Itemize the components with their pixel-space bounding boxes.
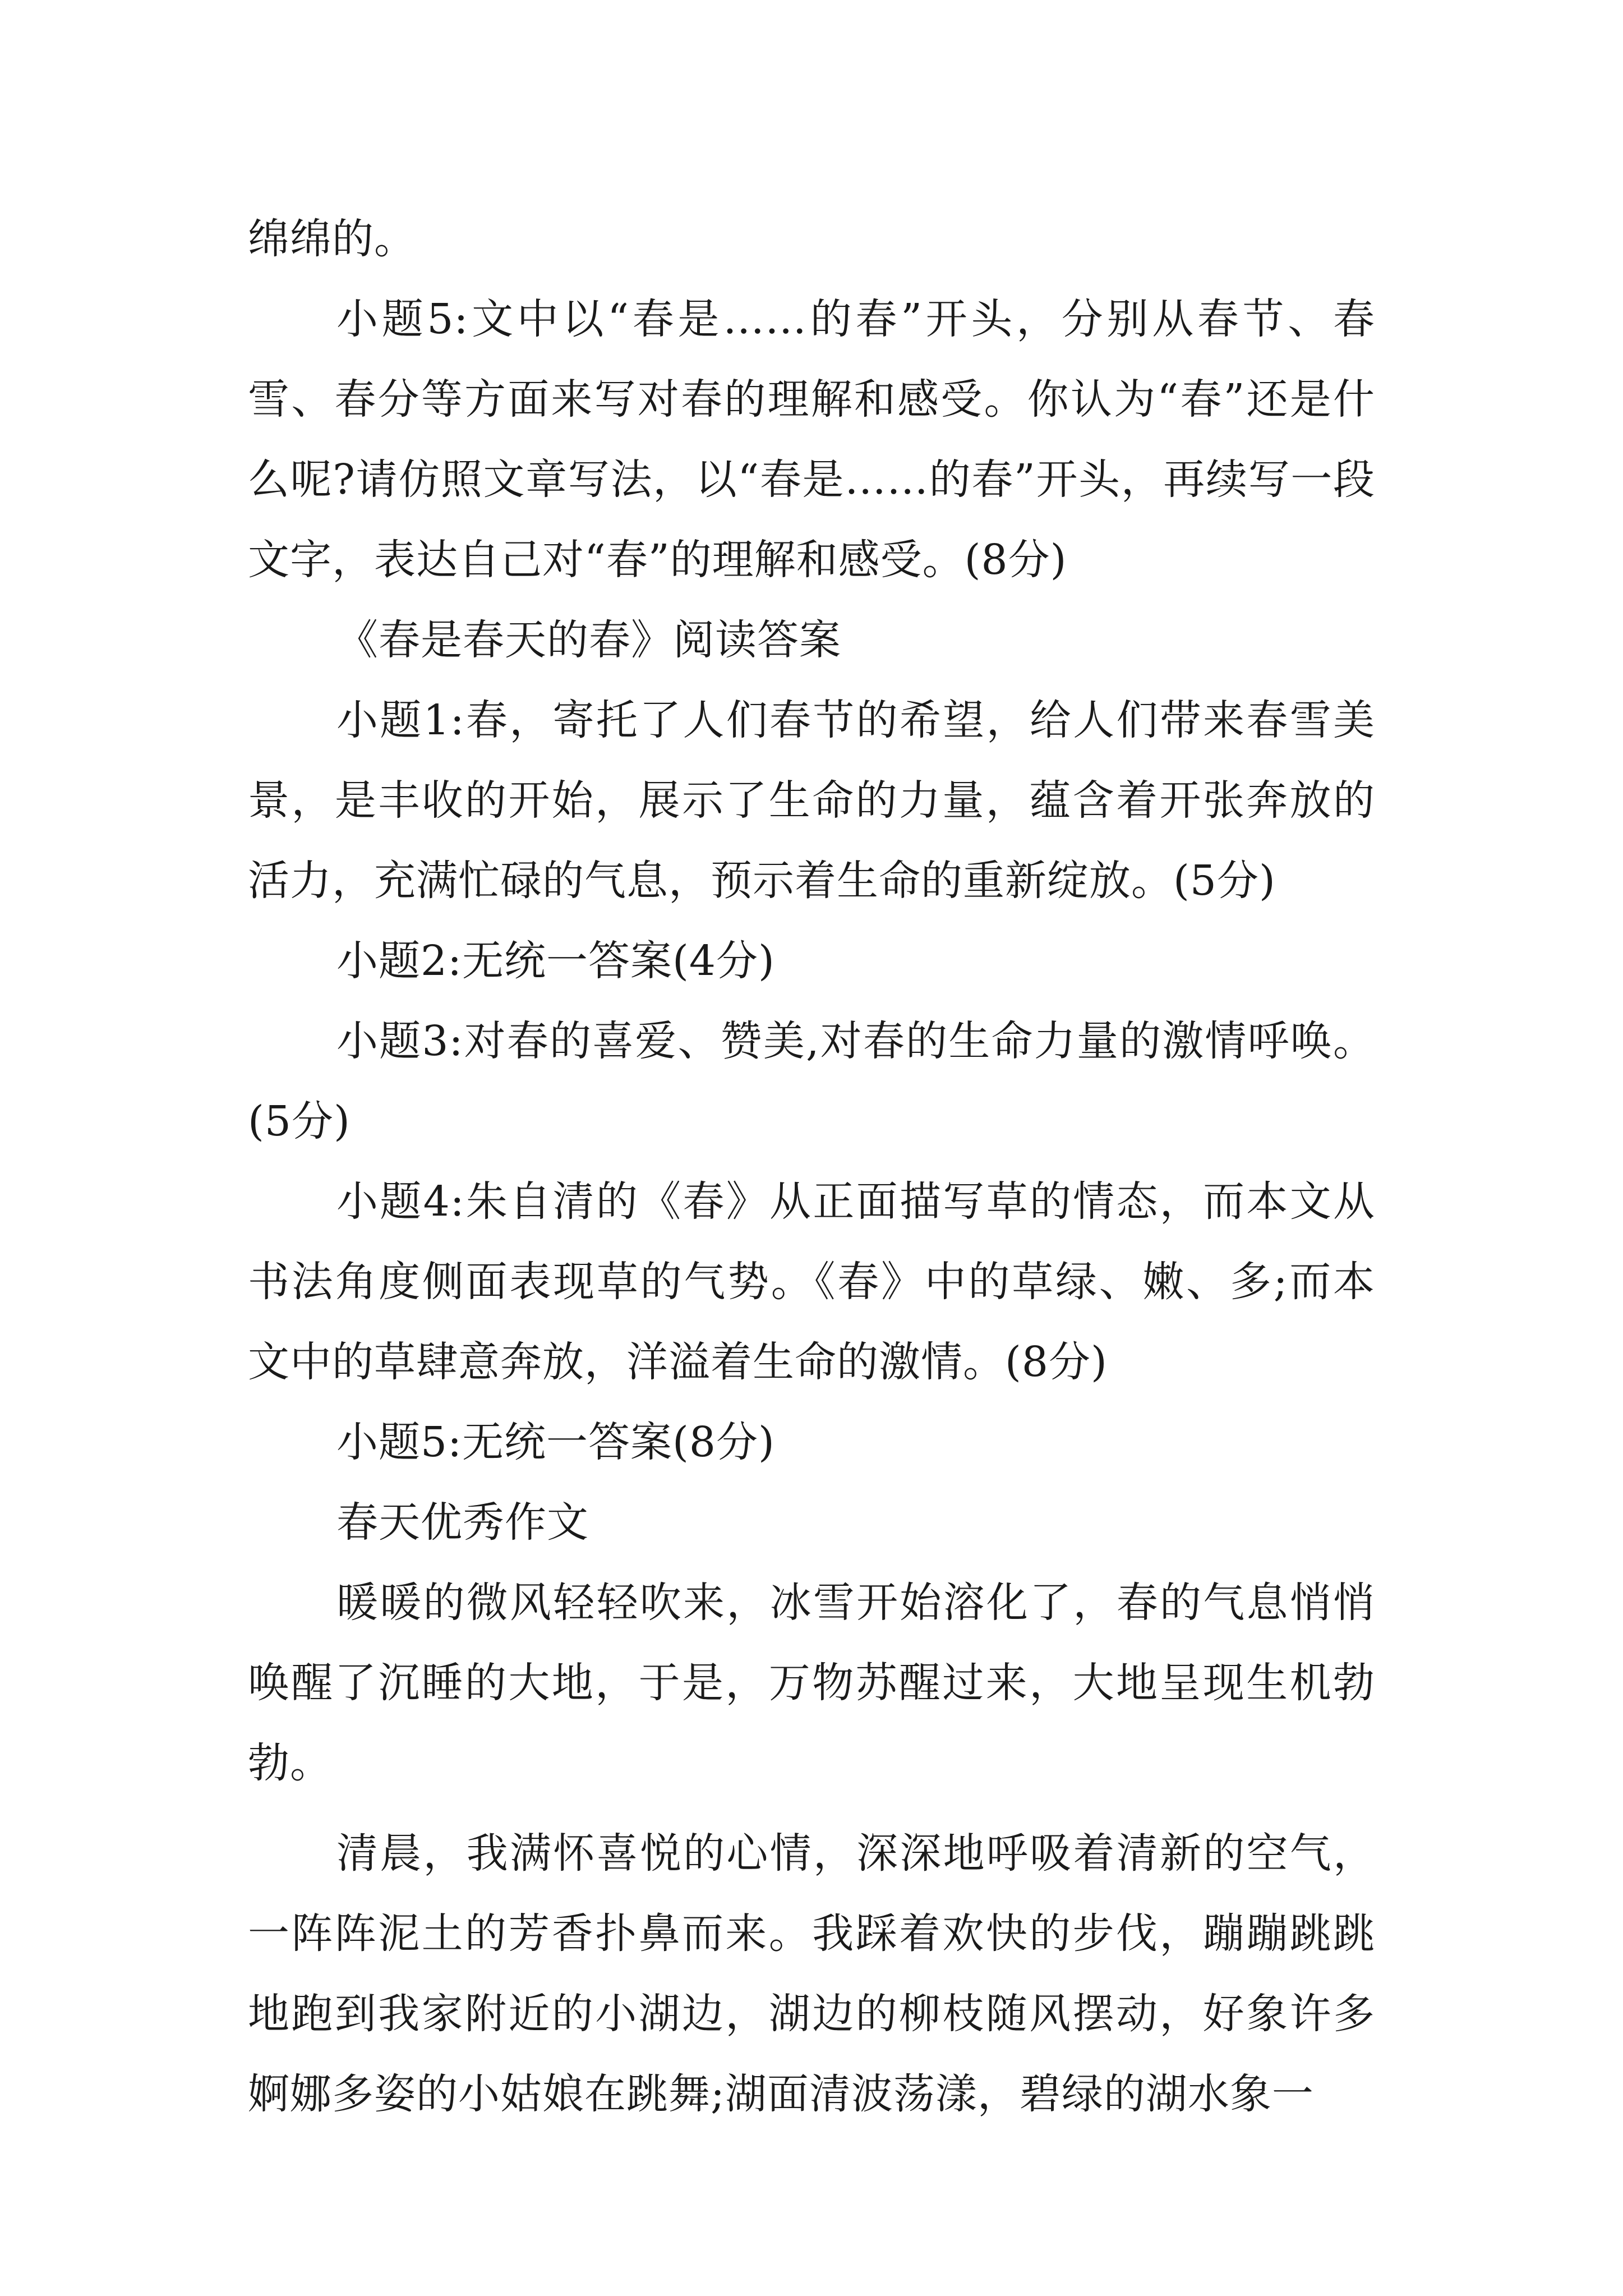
- answer-3: 小题3:对春的喜爱、赞美,对春的生命力量的激情呼唤。(5分): [248, 1017, 1375, 1145]
- answers-heading: 《春是春天的春》阅读答案: [336, 616, 841, 664]
- essay-paragraph-2: 清晨，我满怀喜悦的心情，深深地呼吸着清新的空气，一阵阵泥土的芳香扑鼻而来。我踩着欢快的步伐，蹦蹦跳跳地跑到我家附近的小湖边，湖边的柳枝随风摆动，好象许多婀娜多姿的小姑娘在跳舞;湖面清波荡漾，碧绿的湖水象一: [248, 1829, 1375, 2118]
- paragraph-continuation: 绵绵的。: [248, 215, 416, 263]
- paragraph-question-5: 小题5:文中以“春是……的春”开头，分别从春节、春雪、春分等方面来写对春的理解和感受。你认为“春”还是什么呢?请仿照文章写法，以“春是……的春”开头，再续写一段文字，表达自己对“春”的理解和感受。(8分): [248, 295, 1375, 584]
- document-body: [248, 199, 1375, 2134]
- answer-2: 小题2:无统一答案(4分): [336, 937, 775, 985]
- essay-paragraph-1: 暖暖的微风轻轻吹来，冰雪开始溶化了，春的气息悄悄唤醒了沉睡的大地，于是，万物苏醒过来，大地呈现生机勃勃。: [248, 1579, 1375, 1787]
- answer-5: 小题5:无统一答案(8分): [336, 1418, 775, 1466]
- answer-1: 小题1:春，寄托了人们春节的希望，给人们带来春雪美景，是丰收的开始，展示了生命的力量，蕴含着开张奔放的活力，充满忙碌的气息，预示着生命的重新绽放。(5分): [248, 696, 1375, 905]
- answer-4: 小题4:朱自清的《春》从正面描写草的情态，而本文从书法角度侧面表现草的气势。《春》中的草绿、嫩、多;而本文中的草肆意奔放，洋溢着生命的激情。(8分): [248, 1177, 1375, 1386]
- essay-heading: 春天优秀作文: [336, 1498, 589, 1547]
